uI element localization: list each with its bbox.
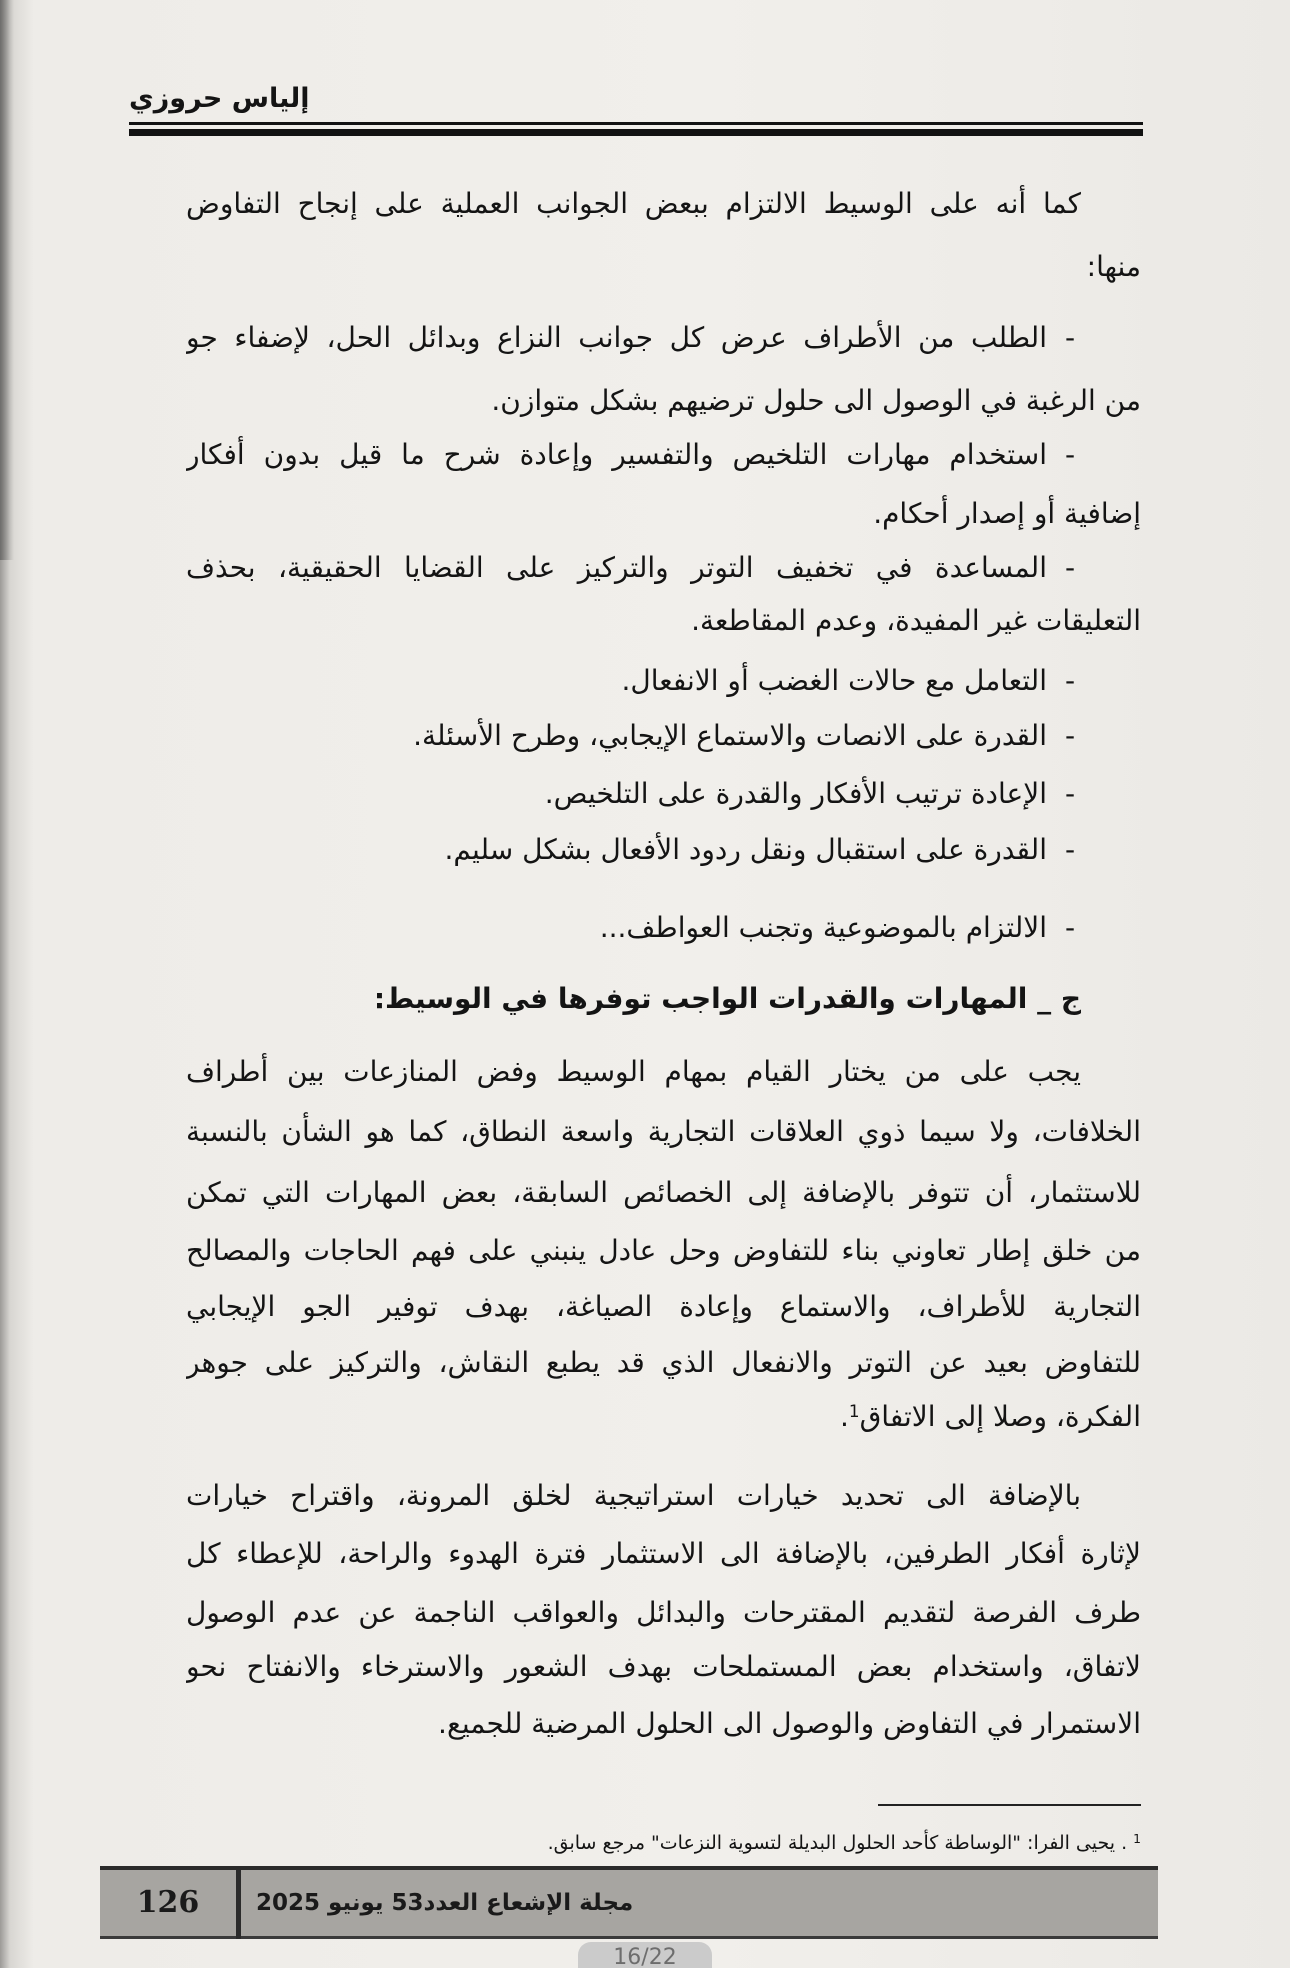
paragraph-2-line-4: من خلق إطار تعاوني بناء للتفاوض وحل عادل ينبني على فهم الحاجات والمصالح [186, 1234, 1141, 1267]
footer-divider [236, 1866, 241, 1939]
bullet-2-line-1: استخدام مهارات التلخيص والتفسير وإعادة شرح ما قيل بدون أفكار [186, 438, 1047, 471]
footnote-text: . يحيى الفرا: "الوساطة كأحد الحلول البديلة لتسوية النزعات" مرجع سابق. [547, 1832, 1128, 1854]
intro-line-1: كما أنه على الوسيط الالتزام ببعض الجوانب العملية على إنجاح التفاوض [186, 187, 1081, 220]
bullet-7-line-1: القدرة على استقبال ونقل ردود الأفعال بشكل سليم. [444, 833, 1047, 866]
bullet-marker: - [1064, 777, 1076, 810]
bullet-1-line-2: من الرغبة في الوصول الى حلول ترضيهم بشكل متوازن. [491, 384, 1141, 417]
paragraph-2-line-1: يجب على من يختار القيام بمهام الوسيط وفض المنازعات بين أطراف [186, 1055, 1081, 1088]
footnote-separator [878, 1804, 1141, 1806]
bullet-8-line-1: الالتزام بالموضوعية وتجنب العواطف... [599, 911, 1047, 944]
bullet-1-line-1: الطلب من الأطراف عرض كل جوانب النزاع وبدائل الحل، لإضفاء جو [186, 321, 1047, 354]
footnote-ref-marker: 1 [848, 1400, 860, 1421]
paragraph-3-line-1: بالإضافة الى تحديد خيارات استراتيجية لخلق المرونة، واقتراح خيارات [186, 1479, 1081, 1512]
bullet-marker: - [1064, 833, 1076, 866]
journal-issue: مجلة الإشعاع العدد53 يونيو 2025 [256, 1890, 634, 1916]
footnote [300, 1826, 1141, 1860]
bullet-3-line-1: المساعدة في تخفيف التوتر والتركيز على القضايا الحقيقية، بحذف [186, 551, 1047, 584]
page-indicator: 16/22 [578, 1942, 712, 1968]
bullet-6-line-1: الإعادة ترتيب الأفكار والقدرة على التلخيص. [544, 777, 1047, 810]
bullet-marker: - [1064, 551, 1076, 584]
bullet-5-line-1: القدرة على الانصات والاستماع الإيجابي، وطرح الأسئلة. [413, 719, 1047, 752]
page-number: 126 [136, 1885, 200, 1920]
bullet-marker: - [1064, 911, 1076, 944]
paragraph-3-line-4: لاتفاق، واستخدام بعض المستملحات بهدف الشعور والاسترخاء والانفتاح نحو [186, 1650, 1141, 1683]
paragraph-2-last-text: الفكرة، وصلا إلى الاتفاق [859, 1400, 1141, 1433]
section-heading: ج _ المهارات والقدرات الواجب توفرها في الوسيط: [373, 982, 1081, 1015]
paragraph-3-line-2: لإثارة أفكار الطرفين، بالإضافة الى الاستثمار فترة الهدوء والراحة، للإعطاء كل [186, 1537, 1141, 1570]
header-rule [129, 122, 1143, 136]
paragraph-3-line-5: الاستمرار في التفاوض والوصول الى الحلول المرضية للجميع. [438, 1707, 1141, 1740]
bullet-marker: - [1064, 321, 1076, 354]
footer-band [100, 1866, 1158, 1939]
page-edge-shadow [0, 0, 14, 560]
bullet-3-line-2: التعليقات غير المفيدة، وعدم المقاطعة. [691, 604, 1141, 637]
bullet-marker: - [1064, 664, 1076, 697]
bullet-marker: - [1064, 719, 1076, 752]
bullet-4-line-1: التعامل مع حالات الغضب أو الانفعال. [621, 664, 1047, 697]
paragraph-2-end-punct: . [839, 1400, 849, 1433]
paragraph-2-line-6: للتفاوض بعيد عن التوتر والانفعال الذي قد يطبع النقاش، والتركيز على جوهر [186, 1346, 1141, 1379]
paragraph-2-line-5: التجارية للأطراف، والاستماع وإعادة الصياغة، بهدف توفير الجو الإيجابي [186, 1290, 1141, 1323]
paragraph-2-line-2: الخلافات، ولا سيما ذوي العلاقات التجارية واسعة النطاق، كما هو الشأن بالنسبة [186, 1115, 1141, 1148]
paragraph-2-line-3: للاستثمار، أن تتوفر بالإضافة إلى الخصائص السابقة، بعض المهارات التي تمكن [186, 1176, 1141, 1209]
author-name: إلياس حروزي [129, 83, 310, 114]
footnote-number: 1 [1133, 1831, 1141, 1846]
bullet-marker: - [1064, 438, 1076, 471]
bullet-2-line-2: إضافية أو إصدار أحكام. [873, 497, 1141, 530]
paragraph-2-line-7 [186, 1391, 1141, 1443]
intro-line-2: منها: [1086, 250, 1141, 283]
paragraph-3-line-3: طرف الفرصة لتقديم المقترحات والبدائل والعواقب الناجمة عن عدم الوصول [186, 1596, 1141, 1629]
